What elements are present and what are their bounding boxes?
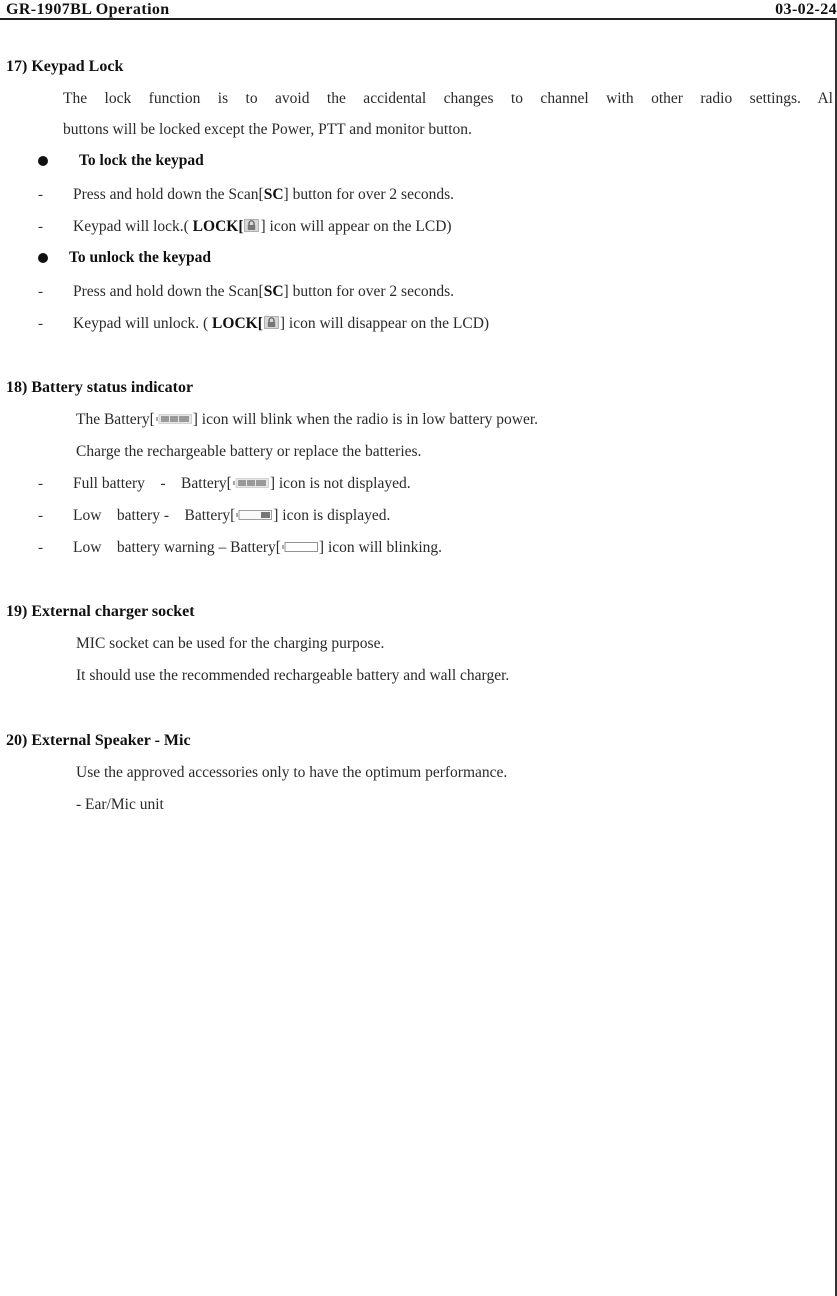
charger-line-1: MIC socket can be used for the charging purpose. bbox=[76, 635, 385, 652]
charger-line-2: It should use the recommended rechargeable battery and wall charger. bbox=[76, 667, 510, 684]
bullet-lock bbox=[38, 156, 48, 166]
section-title-charger: 19) External charger socket bbox=[6, 603, 195, 620]
section-title-speaker: 20) External Speaker - Mic bbox=[6, 732, 191, 749]
unlock-step-2: Keypad will unlock. ( LOCK[ ] icon will disappear on the LCD) bbox=[73, 315, 490, 332]
battery-intro-2: Charge the rechargeable battery or replace the batteries. bbox=[76, 443, 422, 460]
lock-heading: To lock the keypad bbox=[79, 152, 204, 169]
dash: - bbox=[38, 476, 43, 492]
dash: - bbox=[38, 187, 43, 203]
keypad-lock-intro-2: buttons will be locked except the Power, PTT and monitor button. bbox=[63, 121, 472, 138]
header-rule bbox=[0, 18, 837, 20]
section-title-battery: 18) Battery status indicator bbox=[6, 379, 194, 396]
unlock-heading: To unlock the keypad bbox=[69, 249, 211, 266]
battery-intro-1: The Battery[ ] icon will blink when the radio is in low battery power. bbox=[76, 411, 539, 428]
battery-full-icon bbox=[233, 478, 269, 488]
dash: - bbox=[38, 316, 43, 332]
dash: - bbox=[38, 284, 43, 300]
battery-item-low: Low battery - Battery[ ] icon is displayed. bbox=[73, 507, 391, 524]
unlock-step-1: Press and hold down the Scan[SC] button for over 2 seconds. bbox=[73, 283, 455, 300]
keypad-lock-intro-1: The lock function is to avoid the accidental changes to channel with other radio settings. Al bbox=[63, 90, 833, 107]
dash: - bbox=[38, 508, 43, 524]
lock-icon bbox=[264, 316, 279, 329]
dash: - bbox=[38, 540, 43, 556]
section-title-keypad-lock: 17) Keypad Lock bbox=[6, 58, 124, 75]
battery-full-icon bbox=[156, 414, 192, 424]
battery-item-warning: Low battery warning – Battery[ ] icon will blinking. bbox=[73, 539, 443, 556]
header-title: GR-1907BL Operation bbox=[6, 1, 170, 18]
lock-step-1: Press and hold down the Scan[SC] button for over 2 seconds. bbox=[73, 186, 455, 203]
lock-step-2: Keypad will lock.( LOCK[ ] icon will appear on the LCD) bbox=[73, 218, 452, 235]
battery-item-full: Full battery - Battery[ ] icon is not displayed. bbox=[73, 475, 411, 492]
speaker-line-1: Use the approved accessories only to have the optimum performance. bbox=[76, 764, 508, 781]
battery-empty-icon bbox=[282, 542, 318, 552]
lock-icon bbox=[244, 219, 259, 232]
bullet-unlock bbox=[38, 253, 48, 263]
speaker-line-2: - Ear/Mic unit bbox=[76, 796, 164, 813]
header-code: 03-02-24 bbox=[775, 1, 837, 18]
battery-low-icon bbox=[236, 510, 272, 520]
dash: - bbox=[38, 219, 43, 235]
